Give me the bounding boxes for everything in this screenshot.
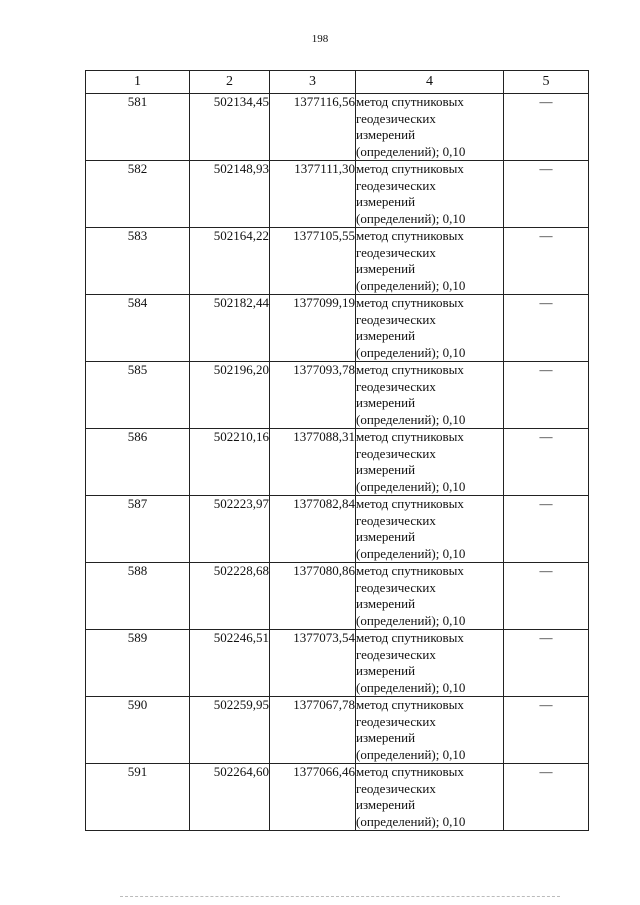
- table-row: [86, 228, 589, 295]
- table-row: [86, 161, 589, 228]
- y-coordinate-cell: 1377105,55: [270, 228, 356, 295]
- point-number-cell: 588: [86, 563, 190, 630]
- method-text-line: метод спутниковых: [356, 496, 464, 511]
- x-coordinate-cell: 502210,16: [190, 429, 270, 496]
- method-text-line: измерений: [356, 328, 416, 343]
- x-coordinate-cell: 502246,51: [190, 630, 270, 697]
- header-cell-1: 1: [86, 71, 190, 94]
- y-coordinate-cell: 1377088,31: [270, 429, 356, 496]
- y-coordinate-cell: 1377111,30: [270, 161, 356, 228]
- coordinates-table: [85, 70, 589, 831]
- point-number-cell: 590: [86, 697, 190, 764]
- method-text-line: метод спутниковых: [356, 630, 464, 645]
- method-cell: [356, 161, 504, 228]
- method-text-line: геодезических: [356, 512, 436, 528]
- column-5-cell: —: [504, 362, 589, 429]
- column-5-cell: —: [504, 161, 589, 228]
- point-number-cell: 583: [86, 228, 190, 295]
- point-number-cell: 584: [86, 295, 190, 362]
- x-coordinate-cell: 502259,95: [190, 697, 270, 764]
- point-number-cell: 586: [86, 429, 190, 496]
- method-text-line: геодезических: [356, 177, 436, 193]
- column-5-cell: —: [504, 429, 589, 496]
- point-number-cell: 581: [86, 94, 190, 161]
- x-coordinate-cell: 502264,60: [190, 764, 270, 831]
- column-5-cell: —: [504, 94, 589, 161]
- table-row: [86, 295, 589, 362]
- method-text-line: (определений); 0,10: [356, 612, 466, 628]
- x-coordinate-cell: 502196,20: [190, 362, 270, 429]
- point-number-cell: 587: [86, 496, 190, 563]
- method-text-line: геодезических: [356, 713, 436, 729]
- table-row: [86, 764, 589, 831]
- method-text-line: метод спутниковых: [356, 228, 464, 243]
- x-coordinate-cell: 502148,93: [190, 161, 270, 228]
- table-row: [86, 630, 589, 697]
- method-text-line: (определений); 0,10: [356, 478, 466, 494]
- method-text-line: (определений); 0,10: [356, 746, 466, 762]
- method-text-line: метод спутниковых: [356, 563, 464, 578]
- y-coordinate-cell: 1377093,78: [270, 362, 356, 429]
- method-text-line: метод спутниковых: [356, 362, 464, 377]
- point-number-cell: 589: [86, 630, 190, 697]
- method-cell: [356, 362, 504, 429]
- method-text-line: геодезических: [356, 780, 436, 796]
- method-text-line: измерений: [356, 663, 416, 678]
- method-text-line: метод спутниковых: [356, 94, 464, 109]
- table-row: [86, 697, 589, 764]
- column-5-cell: —: [504, 295, 589, 362]
- header-cell-3: 3: [270, 71, 356, 94]
- method-cell: [356, 295, 504, 362]
- column-5-cell: —: [504, 697, 589, 764]
- method-text-line: геодезических: [356, 244, 436, 260]
- method-text-line: измерений: [356, 797, 416, 812]
- column-5-cell: —: [504, 764, 589, 831]
- method-text-line: геодезических: [356, 445, 436, 461]
- column-5-cell: —: [504, 228, 589, 295]
- point-number-cell: 582: [86, 161, 190, 228]
- method-text-line: измерений: [356, 261, 416, 276]
- column-5-cell: —: [504, 496, 589, 563]
- method-cell: [356, 429, 504, 496]
- table-body: [86, 94, 589, 831]
- method-cell: [356, 630, 504, 697]
- x-coordinate-cell: 502182,44: [190, 295, 270, 362]
- method-cell: [356, 228, 504, 295]
- header-cell-5: 5: [504, 71, 589, 94]
- method-text-line: метод спутниковых: [356, 295, 464, 310]
- y-coordinate-cell: 1377066,46: [270, 764, 356, 831]
- method-cell: [356, 563, 504, 630]
- column-5-cell: —: [504, 630, 589, 697]
- method-text-line: измерений: [356, 395, 416, 410]
- method-text-line: (определений); 0,10: [356, 545, 466, 561]
- table-row: [86, 362, 589, 429]
- y-coordinate-cell: 1377067,78: [270, 697, 356, 764]
- method-text-line: измерений: [356, 462, 416, 477]
- method-text-line: метод спутниковых: [356, 764, 464, 779]
- method-text-line: измерений: [356, 127, 416, 142]
- method-text-line: геодезических: [356, 579, 436, 595]
- table-row: [86, 496, 589, 563]
- method-text-line: геодезических: [356, 646, 436, 662]
- method-text-line: геодезических: [356, 311, 436, 327]
- method-text-line: метод спутниковых: [356, 161, 464, 176]
- method-text-line: геодезических: [356, 110, 436, 126]
- point-number-cell: 585: [86, 362, 190, 429]
- header-cell-2: 2: [190, 71, 270, 94]
- method-text-line: (определений); 0,10: [356, 143, 466, 159]
- method-text-line: геодезических: [356, 378, 436, 394]
- method-cell: [356, 764, 504, 831]
- header-cell-4: 4: [356, 71, 504, 94]
- table-header-row: [86, 71, 589, 94]
- table-row: [86, 563, 589, 630]
- method-text-line: метод спутниковых: [356, 429, 464, 444]
- method-text-line: (определений); 0,10: [356, 411, 466, 427]
- method-text-line: измерений: [356, 529, 416, 544]
- y-coordinate-cell: 1377073,54: [270, 630, 356, 697]
- method-text-line: (определений); 0,10: [356, 210, 466, 226]
- method-text-line: измерений: [356, 194, 416, 209]
- point-number-cell: 591: [86, 764, 190, 831]
- y-coordinate-cell: 1377082,84: [270, 496, 356, 563]
- table-row: [86, 429, 589, 496]
- method-cell: [356, 94, 504, 161]
- method-text-line: измерений: [356, 730, 416, 745]
- method-cell: [356, 697, 504, 764]
- method-text-line: (определений); 0,10: [356, 679, 466, 695]
- x-coordinate-cell: 502164,22: [190, 228, 270, 295]
- y-coordinate-cell: 1377116,56: [270, 94, 356, 161]
- table-row: [86, 94, 589, 161]
- x-coordinate-cell: 502134,45: [190, 94, 270, 161]
- method-text-line: метод спутниковых: [356, 697, 464, 712]
- column-5-cell: —: [504, 563, 589, 630]
- y-coordinate-cell: 1377080,86: [270, 563, 356, 630]
- method-text-line: (определений); 0,10: [356, 277, 466, 293]
- method-text-line: измерений: [356, 596, 416, 611]
- bottom-scan-marks: [120, 896, 560, 900]
- page-number: 198: [311, 33, 329, 45]
- y-coordinate-cell: 1377099,19: [270, 295, 356, 362]
- x-coordinate-cell: 502228,68: [190, 563, 270, 630]
- method-cell: [356, 496, 504, 563]
- method-text-line: (определений); 0,10: [356, 344, 466, 360]
- x-coordinate-cell: 502223,97: [190, 496, 270, 563]
- method-text-line: (определений); 0,10: [356, 813, 466, 829]
